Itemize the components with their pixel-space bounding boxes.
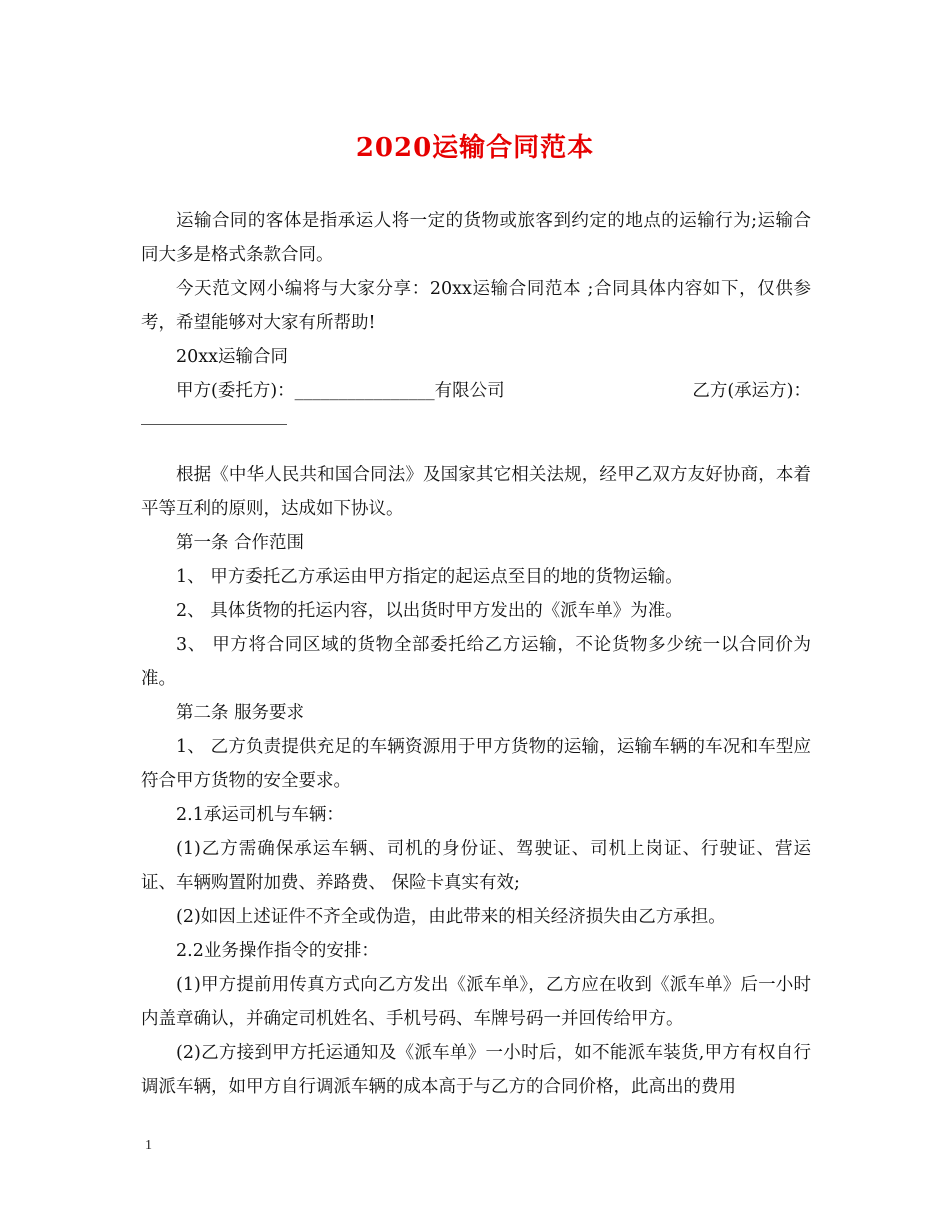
paragraph-share: 今天范文网小编将与大家分享：20xx运输合同范本 ;合同具体内容如下，仅供参考，希望能够对大家有所帮助! [141, 279, 811, 333]
article-2-sub-2-1: (1)甲方提前用传真方式向乙方发出《派车单》，乙方应在收到《派车单》后一小时内盖章确认，并确定司机姓名、手机号码、车牌号码一并回传给甲方。 [141, 975, 811, 1029]
page-number: 1 [145, 1138, 152, 1153]
article-2-sub-1: 2.1承运司机与车辆： [176, 805, 344, 825]
article-2-item-1: 1、 乙方负责提供充足的车辆资源用于甲方货物的运输，运输车辆的车况和车型应符合甲方货物的安全要求。 [141, 737, 811, 791]
contract-title: 20xx运输合同 [176, 347, 289, 367]
party-b: 乙方(承运方)： [692, 381, 811, 401]
article-1-item-1: 1、 甲方委托乙方承运由甲方指定的起运点至目的地的货物运输。 [176, 567, 683, 587]
parties-line [141, 374, 811, 408]
article-2-sub-1-2: (2)如因上述证件不齐全或伪造，由此带来的相关经济损失由乙方承担。 [176, 907, 726, 927]
article-1-item-3: 3、 甲方将合同区域的货物全部委托给乙方运输，不论货物多少统一以合同价为准。 [141, 635, 811, 689]
paragraph-basis: 根据《中华人民共和国合同法》及国家其它相关法规，经甲乙双方友好协商，本着平等互利的原则，达成如下协议。 [141, 465, 811, 519]
document-body [141, 204, 811, 1104]
article-2-heading: 第二条 服务要求 [176, 703, 305, 723]
article-1-item-2: 2、 具体货物的托运内容，以出货时甲方发出的《派车单》为准。 [176, 601, 683, 621]
party-a: 甲方(委托方)：________________有限公司 [176, 381, 505, 401]
page-title: 2020运输合同范本 [355, 133, 595, 163]
party-b-blank [141, 424, 287, 426]
party-b-blank-row [141, 424, 811, 458]
article-2-sub-1-1: (1)乙方需确保承运车辆、司机的身份证、驾驶证、司机上岗证、行驶证、营运证、车辆购置附加费、养路费、 保险卡真实有效; [141, 839, 811, 893]
paragraph-intro: 运输合同的客体是指承运人将一定的货物或旅客到约定的地点的运输行为;运输合同大多是格式条款合同。 [141, 211, 811, 265]
article-2-sub-2: 2.2业务操作指令的安排： [176, 941, 379, 961]
article-1-heading: 第一条 合作范围 [176, 533, 305, 553]
article-2-sub-2-2: (2)乙方接到甲方托运通知及《派车单》一小时后，如不能派车装货,甲方有权自行调派车辆，如甲方自行调派车辆的成本高于与乙方的合同价格，此高出的费用 [141, 1043, 811, 1097]
